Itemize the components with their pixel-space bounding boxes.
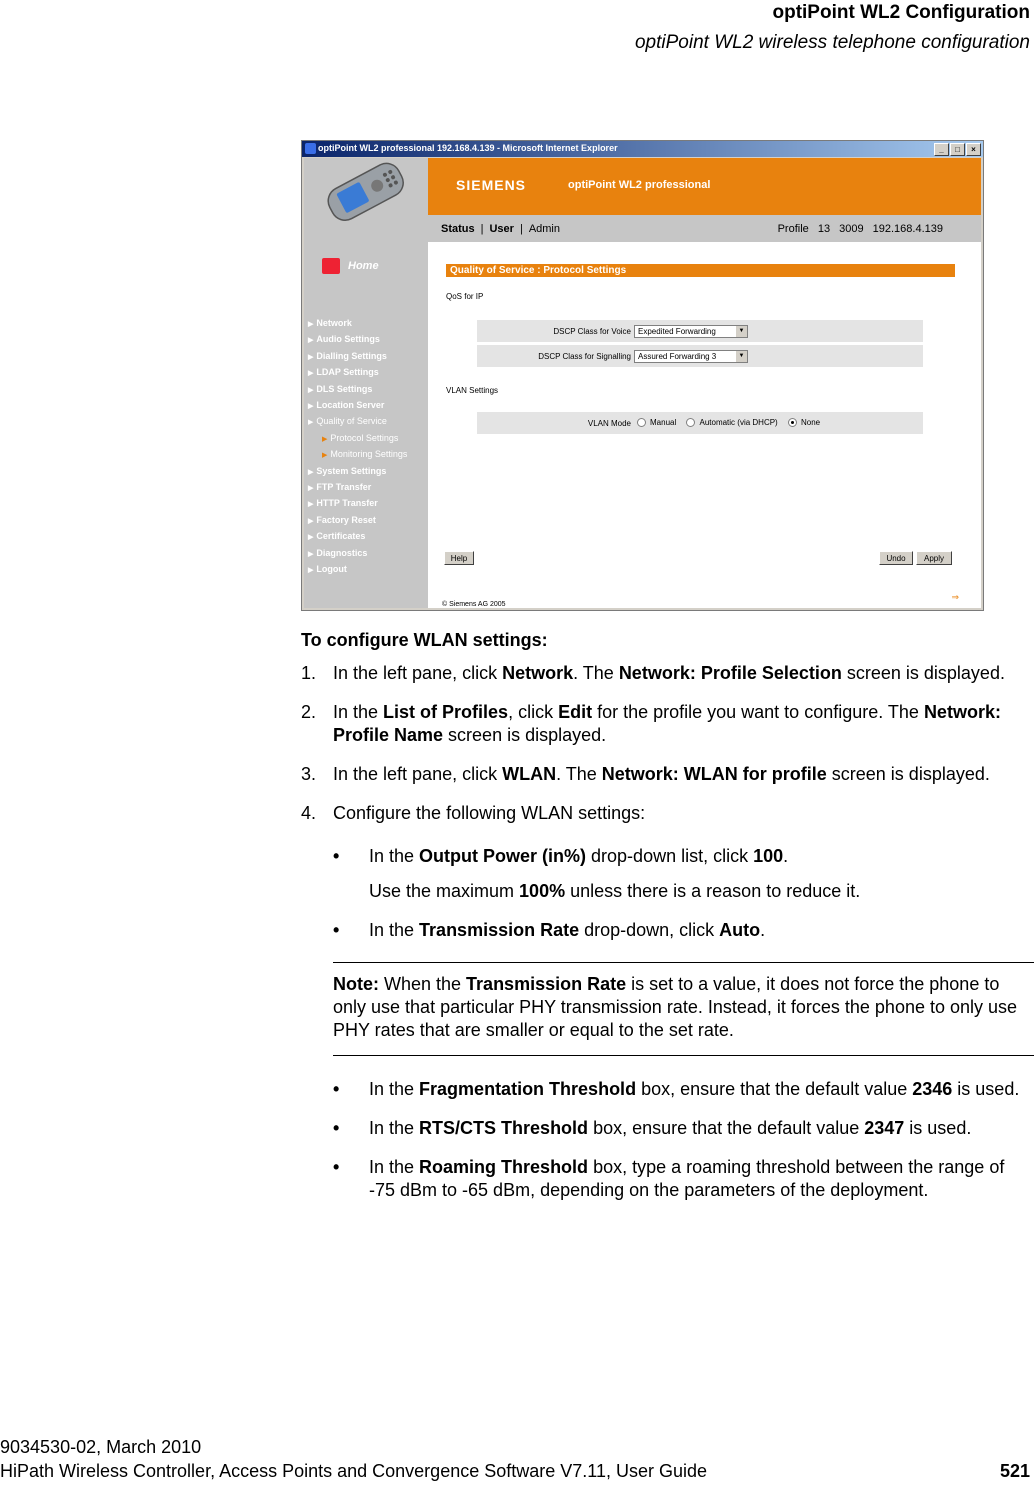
menu-item[interactable]: ▶ FTP Transfer [308, 482, 372, 493]
menu-item[interactable]: ▶ Certificates [308, 531, 366, 542]
dscp-signalling-row [476, 344, 924, 368]
home-icon [322, 258, 340, 274]
step-3: 3. In the left pane, click WLAN. The Network: WLAN for profile screen is displayed. [301, 764, 990, 784]
note-box: Note: When the Transmission Rate is set to a value, it does not force the phone to only use that particular PHY transmission rate. Instead, it forces the phone to only use PHY rates that are smaller or equal to the set rate. [333, 962, 1034, 1056]
menu-item[interactable]: ▶ HTTP Transfer [308, 498, 378, 509]
bullet-output-power: • In the Output Power (in%) drop-down list, click 100. [333, 846, 789, 866]
vlan-mode-label: VLAN Mode [587, 419, 631, 428]
phone-image [314, 162, 414, 228]
close-icon[interactable]: × [966, 143, 981, 156]
maximize-icon[interactable]: □ [950, 143, 965, 156]
procedure-heading: To configure WLAN settings: [301, 630, 548, 650]
dscp-voice-label: DSCP Class for Voice [553, 327, 631, 336]
dscp-voice-select[interactable]: Expedited Forwarding ▼ [634, 325, 748, 338]
bullet-rts-cts: • In the RTS/CTS Threshold box, ensure that the default value 2347 is used. [333, 1118, 972, 1138]
profile-info: Profile 13 3009 192.168.4.139 [777, 223, 943, 235]
apply-button[interactable]: Apply [916, 551, 952, 565]
top-nav: Status | User | Admin Profile 13 3009 192.168.4.139 [428, 215, 981, 242]
menu-item[interactable]: ▶ DLS Settings [308, 383, 373, 394]
window-title: optiPoint WL2 professional 192.168.4.139 - Microsoft Internet Explorer [318, 143, 618, 153]
menu-item[interactable]: ▶ Factory Reset [308, 514, 376, 525]
submenu-item[interactable]: ▶ Protocol Settings [322, 432, 399, 443]
left-pane [304, 158, 428, 608]
menu-item[interactable]: ▶ Location Server [308, 400, 385, 411]
dscp-signalling-select[interactable]: Assured Forwarding 3 ▼ [634, 350, 748, 363]
browser-client [304, 158, 981, 608]
bullet-roaming: • In the Roaming Threshold box, type a roaming threshold between the range of -75 dBm to -65 dBm, depending on the parameters of the deployment. [333, 1157, 1005, 1200]
header-subtitle: optiPoint WL2 wireless telephone configuration [634, 32, 1030, 53]
nav-admin[interactable]: Admin [528, 223, 560, 235]
vlan-settings-label: VLAN Settings [446, 386, 499, 395]
ie-icon [305, 143, 316, 154]
menu-item[interactable]: ▶ Network [308, 318, 352, 328]
step-1: 1. In the left pane, click Network. The Network: Profile Selection screen is displayed. [301, 663, 1005, 683]
menu-item[interactable]: ▶ Dialling Settings [308, 350, 387, 361]
step-4: 4. Configure the following WLAN settings: [301, 803, 646, 823]
bullet-output-power-note: Use the maximum 100% unless there is a reason to reduce it. [369, 881, 861, 901]
brand-banner [428, 158, 981, 215]
page-number: 521 [999, 1461, 1030, 1481]
product-name: optiPoint WL2 professional [568, 179, 711, 191]
dscp-signalling-label: DSCP Class for Signalling [538, 352, 631, 361]
help-button[interactable]: Help [444, 551, 474, 565]
nav-user[interactable]: User [489, 223, 514, 235]
footer-docnum: 9034530-02, March 2010 [0, 1437, 202, 1457]
dropdown-icon: ▼ [736, 351, 747, 362]
embedded-screenshot [301, 140, 984, 611]
vlan-none-radio[interactable] [788, 418, 797, 427]
minimize-icon[interactable]: _ [934, 143, 949, 156]
footer-guide-title: HiPath Wireless Controller, Access Points and Convergence Software V7.11, User Guide [0, 1461, 708, 1481]
section-title: Quality of Service : Protocol Settings [446, 264, 955, 277]
vlan-manual-radio[interactable] [637, 418, 646, 427]
left-menu [308, 316, 407, 579]
exit-arrow-icon[interactable]: ⇒ [951, 592, 959, 602]
copyright: © Siemens AG 2005 [442, 601, 506, 608]
undo-button[interactable]: Undo [879, 551, 913, 565]
menu-item[interactable]: ▶ Diagnostics [308, 547, 368, 558]
menu-item[interactable]: ▶ Logout [308, 564, 347, 575]
instructions [301, 629, 1034, 1218]
vlan-dhcp-radio[interactable] [686, 418, 695, 427]
nav-status[interactable]: Status [441, 223, 475, 235]
menu-item[interactable]: ▶ System Settings [308, 465, 387, 476]
bullet-transmission-rate: • In the Transmission Rate drop-down, click Auto. [333, 920, 766, 940]
dscp-voice-row [476, 319, 924, 343]
qos-label: QoS for IP [446, 292, 484, 301]
brand-logo: SIEMENS [456, 177, 527, 193]
footer [0, 1435, 1034, 1483]
dropdown-icon: ▼ [736, 326, 747, 337]
vlan-mode-row: VLAN Mode Manual Automatic (via DHCP) None [476, 411, 924, 435]
home-link[interactable]: Home [322, 258, 379, 274]
menu-item[interactable]: ▶ Quality of Service [308, 416, 387, 427]
step-2: 2. In the List of Profiles, click Edit for the profile you want to configure. The Network: Profile Name screen is displayed. [301, 702, 1001, 745]
header-title: optiPoint WL2 Configuration [772, 2, 1030, 23]
window-titlebar [302, 141, 983, 157]
submenu-item[interactable]: ▶ Monitoring Settings [322, 449, 408, 460]
menu-item[interactable]: ▶ Audio Settings [308, 334, 380, 345]
bullet-fragmentation: • In the Fragmentation Threshold box, ensure that the default value 2346 is used. [333, 1079, 1020, 1099]
menu-item[interactable]: ▶ LDAP Settings [308, 367, 379, 378]
